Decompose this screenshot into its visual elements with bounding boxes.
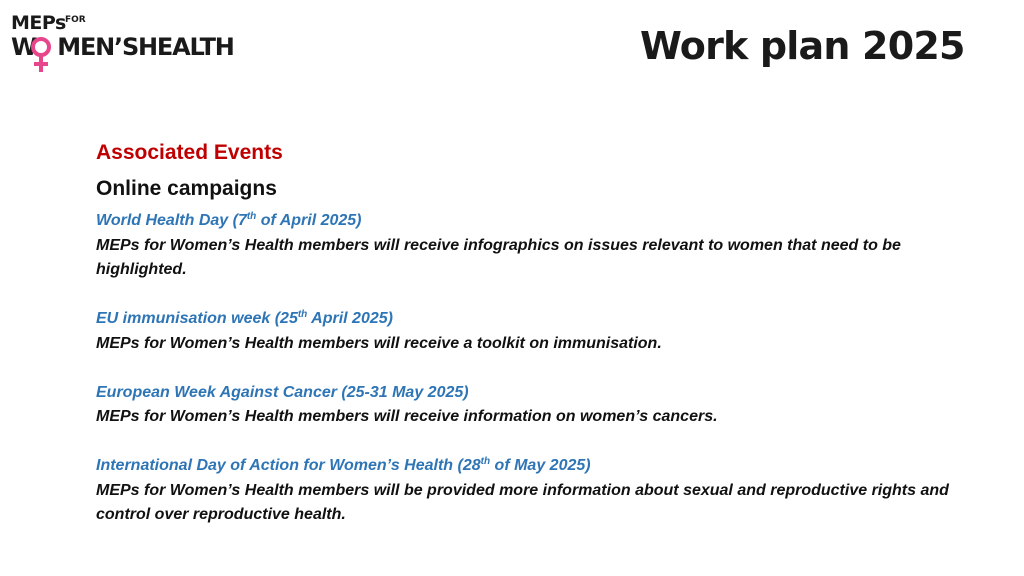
logo-for-text: FOR — [65, 15, 86, 25]
event-title: World Health Day (7th of April 2025) — [96, 211, 362, 229]
section-title: Associated Events — [96, 141, 283, 164]
event-title: International Day of Action for Women’s Health (28th of May 2025) — [96, 456, 591, 474]
event-description: MEPs for Women’s Health members will receive a toolkit on immunisation. — [96, 334, 662, 352]
logo — [10, 12, 234, 74]
female-venus-symbol-icon — [30, 36, 52, 74]
subsection-title: Online campaigns — [96, 177, 277, 200]
main-content — [96, 138, 976, 528]
event-title: EU immunisation week (25th April 2025) — [96, 309, 393, 327]
logo-w: W — [11, 33, 37, 61]
event-description: MEPs for Women’s Health members will receive information on women’s cancers. — [96, 408, 718, 425]
event-european-week-against-cancer — [96, 381, 976, 430]
page-title: Work plan 2025 — [640, 24, 965, 68]
event-international-day-womens-health — [96, 454, 976, 528]
event-description: MEPs for Women’s Health members will be provided more information about sexual and reproductive rights and control over reproductive health. — [96, 481, 949, 523]
event-world-health-day — [96, 209, 976, 283]
event-title: European Week Against Cancer (25-31 May 2025) — [96, 383, 469, 401]
logo-rest: MEN’SHEALTH — [57, 33, 234, 61]
event-description: MEPs for Women’s Health members will receive infographics on issues relevant to women that need to be highlighted. — [96, 236, 901, 278]
event-eu-immunisation-week — [96, 307, 976, 356]
logo-line-1: MEPs — [11, 12, 66, 34]
